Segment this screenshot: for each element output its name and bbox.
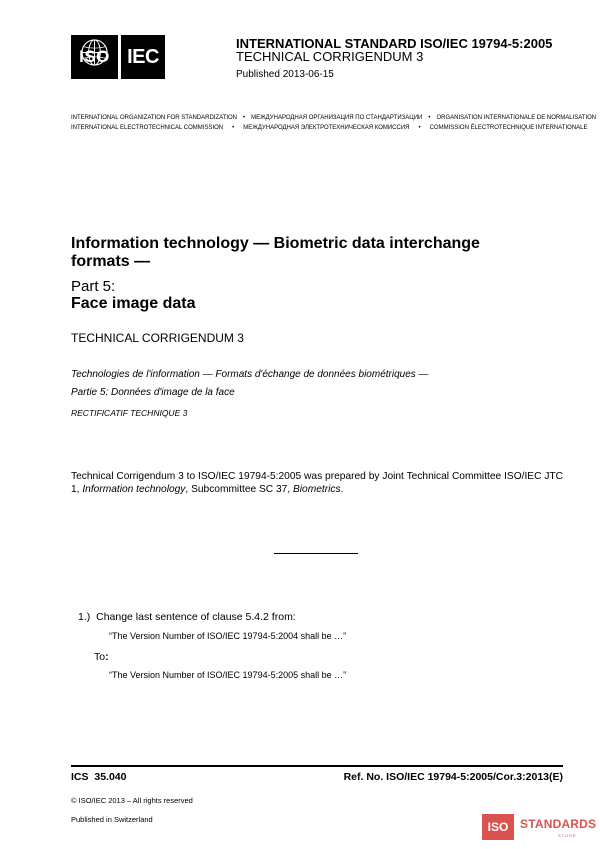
intro-text: Technical Corrigendum 3 to ISO/IEC 19794-5:2005 was prepared by Joint Technical Committee ISO/IEC JTC 1, (71, 471, 563, 495)
to-label (94, 651, 109, 663)
org-iec-en: INTERNATIONAL ELECTROTECHNICAL COMMISSION (71, 125, 224, 131)
published-date: Published 2013-06-15 (236, 69, 334, 80)
corrigendum-label: TECHNICAL CORRIGENDUM 3 (71, 331, 244, 345)
store-sub: STORE (558, 833, 577, 838)
intro-text: . (340, 484, 344, 495)
copyright: © ISO/IEC 2013 – All rights reserved (71, 796, 193, 805)
intro-committee: Information technology (82, 484, 186, 495)
to-label-text: To (94, 651, 106, 663)
intro-paragraph (71, 470, 563, 496)
intro-subcommittee: Biometrics (293, 484, 341, 495)
iso-logo-text: ISO (79, 47, 110, 66)
org-iec-ru: МЕЖДУНАРОДНАЯ ЭЛЕКТРОТЕХНИЧЕСКАЯ КОМИССИЯ (243, 125, 410, 131)
org-line-iso (71, 115, 596, 121)
org-line-iec (71, 125, 588, 131)
ics-label: ICS (71, 771, 89, 783)
iso-standards-store-badge (482, 812, 597, 845)
part-label: Part 5: (71, 278, 116, 295)
french-corrigendum: RECTIFICATIF TECHNIQUE 3 (71, 408, 188, 418)
bullet: • (232, 125, 235, 131)
change-item-text: Change last sentence of clause 5.4.2 from: (96, 611, 296, 623)
iec-logo-text: IEC (127, 45, 159, 68)
main-title: Information technology — Biometric data interchange formats — (71, 235, 480, 270)
store-iso-mark: ISO (482, 814, 514, 840)
org-iso-en: INTERNATIONAL ORGANIZATION FOR STANDARDIZATION (71, 115, 238, 121)
change-item-number: 1.) (78, 611, 91, 623)
change-item-1 (78, 611, 296, 623)
quote-to: “The Version Number of ISO/IEC 19794-5:2005 shall be …” (109, 670, 347, 680)
to-label-colon: : (105, 651, 109, 663)
ics-value: 35.040 (94, 771, 127, 783)
iso-logo (71, 35, 118, 79)
intro-text: , Subcommittee SC 37, (185, 484, 293, 495)
store-word: STANDARDS (520, 817, 597, 831)
section-divider (274, 553, 358, 554)
reference-number: Ref. No. ISO/IEC 19794-5:2005/Cor.3:2013(E) (343, 771, 563, 783)
part-title: Face image data (71, 295, 196, 312)
iec-logo (121, 35, 165, 79)
published-in: Published in Switzerland (71, 815, 153, 824)
standard-title: INTERNATIONAL STANDARD ISO/IEC 19794-5:2005 (236, 36, 553, 51)
footer-rule (71, 765, 563, 767)
french-title: Technologies de l'information — Formats d'échange de données biométriques — (71, 369, 429, 380)
corrigendum-subtitle: TECHNICAL CORRIGENDUM 3 (236, 49, 424, 64)
org-iec-fr: COMMISSION ÉLECTROTECHNIQUE INTERNATIONALE (429, 125, 588, 131)
bullet: • (418, 125, 421, 131)
quote-from: “The Version Number of ISO/IEC 19794-5:2004 shall be …” (109, 631, 347, 641)
bullet: • (243, 115, 246, 121)
french-part: Partie 5: Données d'image de la face (71, 387, 235, 398)
org-iso-ru: МЕЖДУНАРОДНАЯ ОРГАНИЗАЦИЯ ПО СТАНДАРТИЗАЦИИ (251, 115, 423, 121)
bullet: • (428, 115, 431, 121)
ics-code (71, 771, 126, 783)
org-iso-fr: ORGANISATION INTERNATIONALE DE NORMALISATION (436, 115, 597, 121)
